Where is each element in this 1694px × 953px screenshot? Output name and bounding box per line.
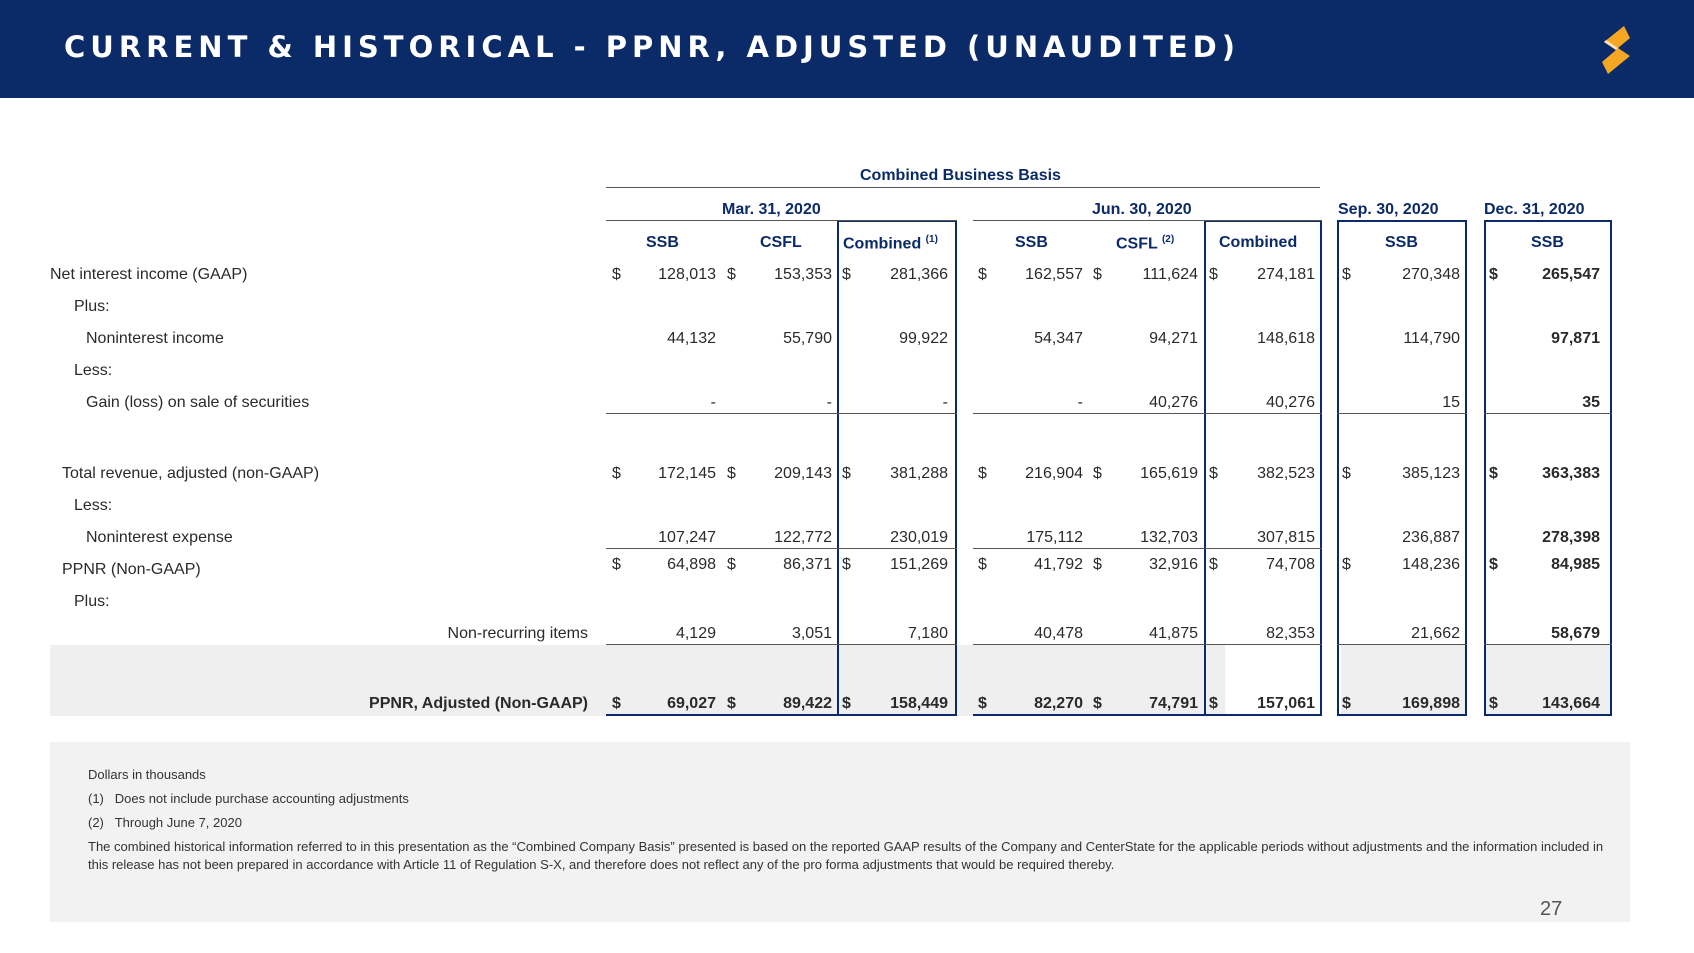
subtotal-rule [1337, 413, 1467, 414]
table-cell: 153,353 [774, 266, 832, 283]
table-cell: 69,027 [667, 695, 716, 712]
col-header-csfl: CSFL [760, 234, 802, 251]
currency-sign: $ [1489, 695, 1498, 712]
table-cell: 278,398 [1542, 529, 1600, 546]
currency-sign: $ [842, 465, 851, 482]
currency-sign: $ [842, 266, 851, 283]
subtotal-rule [606, 644, 957, 645]
table-cell: - [826, 394, 832, 411]
table-cell: 40,478 [1034, 625, 1083, 642]
currency-sign: $ [1093, 556, 1102, 573]
currency-sign: $ [612, 266, 621, 283]
table-cell: 162,557 [1025, 266, 1083, 283]
currency-sign: $ [1209, 556, 1218, 573]
table-cell: 86,371 [783, 556, 832, 573]
units-note: Dollars in thousands [88, 767, 206, 782]
currency-sign: $ [1489, 556, 1498, 573]
disclaimer-text: The combined historical information referred to in this presentation as the “Combined Company Basis” presented is based on the reported GAAP results of the Company and CenterState for the applicable periods without adjustments and the information included in this release has not been prepared in accordance with Article 11 of Regulation S-X, and therefore does not reflect any of the pro forma adjustments that would be required thereby. [88, 839, 1604, 872]
table-cell: 97,871 [1551, 330, 1600, 347]
currency-sign: $ [727, 266, 736, 283]
currency-sign: $ [612, 556, 621, 573]
row-label: Plus: [74, 593, 110, 610]
row-label: Non-recurring items [447, 625, 588, 642]
col-header-csfl: CSFL $^{(2)}$ [1116, 234, 1175, 253]
footnote-1: (1) Does not include purchase accounting adjustments [88, 791, 409, 806]
table-cell: 230,019 [890, 529, 948, 546]
row-label: Less: [74, 497, 113, 514]
currency-sign: $ [842, 556, 851, 573]
table-cell: 94,271 [1149, 330, 1198, 347]
currency-sign: $ [1093, 266, 1102, 283]
table-cell: 21,662 [1411, 625, 1460, 642]
page-number: 27 [1540, 898, 1563, 920]
currency-sign: $ [727, 465, 736, 482]
table-cell: 307,815 [1257, 529, 1315, 546]
currency-sign: $ [1093, 465, 1102, 482]
table-cell: 107,247 [658, 529, 716, 546]
table-cell: 84,985 [1551, 556, 1600, 573]
table-cell: 122,772 [774, 529, 832, 546]
table-cell: 41,792 [1034, 556, 1083, 573]
table-cell: 82,353 [1266, 625, 1315, 642]
table-cell: 40,276 [1266, 394, 1315, 411]
table-cell: 89,422 [783, 695, 832, 712]
table-cell: 15 [1442, 394, 1460, 411]
table-cell: 54,347 [1034, 330, 1083, 347]
slide-title: CURRENT & HISTORICAL - PPNR, ADJUSTED (UNAUDITED) [64, 30, 1240, 64]
table-cell: 143,664 [1542, 695, 1600, 712]
table-cell: 58,679 [1551, 625, 1600, 642]
table-cell: 32,916 [1149, 556, 1198, 573]
table-cell: 281,366 [890, 266, 948, 283]
table-cell: 381,288 [890, 465, 948, 482]
row-label: PPNR (Non-GAAP) [62, 561, 201, 578]
col-header-combined: Combined $^{(1)}$ [843, 234, 938, 253]
row-label: Net interest income (GAAP) [50, 266, 248, 283]
combined-business-basis-header: Combined Business Basis [860, 167, 1061, 184]
table-cell: 158,449 [890, 695, 948, 712]
currency-sign: $ [1342, 266, 1351, 283]
table-cell: 128,013 [658, 266, 716, 283]
table-cell: 44,132 [667, 330, 716, 347]
currency-sign: $ [1342, 556, 1351, 573]
table-cell: 74,708 [1266, 556, 1315, 573]
table-cell: 82,270 [1034, 695, 1083, 712]
table-cell: 216,904 [1025, 465, 1083, 482]
col-header-ssb: SSB [1385, 234, 1418, 251]
subtotal-rule [606, 548, 957, 549]
footnote-2: (2) Through June 7, 2020 [88, 815, 242, 830]
table-cell: 265,547 [1542, 266, 1600, 283]
table-cell: 148,618 [1257, 330, 1315, 347]
footnotes-panel [50, 742, 1630, 922]
subtotal-rule [1484, 644, 1612, 645]
currency-sign: $ [1093, 695, 1102, 712]
currency-sign: $ [1209, 695, 1218, 712]
col-header-ssb: SSB [646, 234, 679, 251]
table-cell: 385,123 [1402, 465, 1460, 482]
table-cell: 175,112 [1026, 529, 1083, 546]
row-label: Less: [74, 362, 113, 379]
table-cell: 7,180 [907, 625, 948, 642]
table-cell: 64,898 [667, 556, 716, 573]
total-rule [606, 714, 957, 716]
table-cell: 363,383 [1542, 465, 1600, 482]
table-cell: 165,619 [1140, 465, 1198, 482]
currency-sign: $ [1489, 465, 1498, 482]
row-label: Plus: [74, 298, 110, 315]
table-cell: 40,276 [1149, 394, 1198, 411]
currency-sign: $ [1209, 465, 1218, 482]
slide-header [0, 0, 1694, 98]
col-header-ssb: SSB [1015, 234, 1048, 251]
currency-sign: $ [978, 556, 987, 573]
row-label: Noninterest expense [86, 529, 233, 546]
table-cell: 74,791 [1149, 695, 1198, 712]
row-label: PPNR, Adjusted (Non-GAAP) [369, 695, 588, 712]
currency-sign: $ [1209, 266, 1218, 283]
total-rule [973, 714, 1322, 716]
table-cell: - [1077, 394, 1083, 411]
mar-period-rule [606, 220, 957, 221]
table-cell: 3,051 [791, 625, 832, 642]
table-cell: 132,703 [1140, 529, 1198, 546]
table-cell: 99,922 [899, 330, 948, 347]
subtotal-rule [973, 644, 1322, 645]
currency-sign: $ [727, 695, 736, 712]
period-dec-2020: Dec. 31, 2020 [1484, 201, 1585, 218]
row-label: Total revenue, adjusted (non-GAAP) [62, 465, 320, 482]
table-cell: 151,269 [890, 556, 948, 573]
table-cell: 111,624 [1142, 266, 1198, 283]
jun-period-rule [973, 220, 1322, 221]
currency-sign: $ [978, 266, 987, 283]
table-cell: 172,145 [658, 465, 716, 482]
bank-logo-icon [1594, 24, 1638, 76]
row-label: Noninterest income [86, 330, 224, 347]
period-sep-2020: Sep. 30, 2020 [1338, 201, 1439, 218]
row-label: Gain (loss) on sale of securities [86, 394, 310, 411]
col-header-combined: Combined [1219, 234, 1298, 251]
table-cell: 236,887 [1402, 529, 1460, 546]
table-cell: 270,348 [1402, 266, 1460, 283]
currency-sign: $ [727, 556, 736, 573]
currency-sign: $ [1342, 695, 1351, 712]
currency-sign: $ [1489, 266, 1498, 283]
table-cell: 382,523 [1257, 465, 1315, 482]
table-cell: 157,061 [1257, 695, 1315, 712]
table-cell: 169,898 [1402, 695, 1460, 712]
col-header-ssb: SSB [1531, 234, 1564, 251]
table-cell: 41,875 [1149, 625, 1198, 642]
super-header-rule [606, 187, 1320, 188]
table-cell: 4,129 [675, 625, 716, 642]
table-cell: 35 [1582, 394, 1600, 411]
currency-sign: $ [978, 465, 987, 482]
table-cell: 148,236 [1402, 556, 1460, 573]
table-cell: 114,790 [1403, 330, 1460, 347]
table-cell: 209,143 [774, 465, 832, 482]
subtotal-rule [606, 413, 957, 414]
subtotal-rule [973, 413, 1322, 414]
table-cell: - [710, 394, 716, 411]
table-cell: 274,181 [1257, 266, 1315, 283]
currency-sign: $ [842, 695, 851, 712]
currency-sign: $ [612, 695, 621, 712]
subtotal-rule [1337, 644, 1467, 645]
table-cell: 55,790 [783, 330, 832, 347]
period-mar-2020: Mar. 31, 2020 [722, 201, 821, 218]
currency-sign: $ [1342, 465, 1351, 482]
table-cell: - [942, 394, 948, 411]
period-jun-2020: Jun. 30, 2020 [1092, 201, 1192, 218]
currency-sign: $ [612, 465, 621, 482]
subtotal-rule [1484, 413, 1612, 414]
currency-sign: $ [978, 695, 987, 712]
subtotal-rule [973, 548, 1322, 549]
